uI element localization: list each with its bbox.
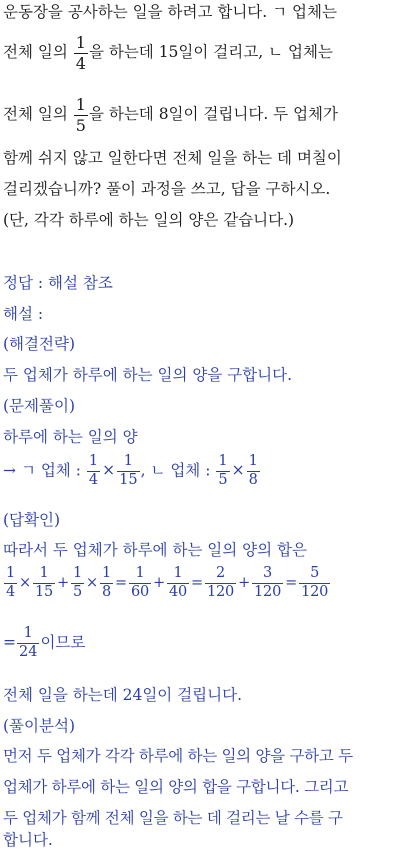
result-line	[3, 626, 85, 661]
company-a-label: ㄱ 업체 :	[20, 461, 81, 480]
times-sign: ×	[231, 461, 245, 480]
fraction	[205, 566, 236, 601]
fraction	[247, 454, 260, 489]
fraction	[252, 566, 283, 601]
numerator: 2	[205, 566, 236, 584]
numerator: 1	[216, 454, 229, 472]
numerator: 1	[75, 95, 86, 114]
denominator: 15	[119, 471, 138, 488]
numerator: 1	[33, 566, 55, 584]
numerator: 5	[299, 566, 330, 584]
check-text: 따라서 두 업체가 하루에 하는 일의 양의 합은	[3, 541, 308, 559]
analysis-line-1: 먼저 두 업체가 각각 하루에 하는 일의 양을 구하고 두	[3, 747, 353, 765]
problem-line-4: 함께 쉬지 않고 일한다면 전체 일을 하는 데 며칠이	[3, 149, 342, 167]
plus-sign: +	[57, 575, 69, 592]
denominator: 4	[6, 583, 16, 600]
problem-line-3-pre: 전체 일의	[3, 105, 68, 124]
numerator: 1	[71, 566, 84, 584]
problem-line-3	[3, 96, 338, 134]
times-sign: ×	[19, 575, 31, 592]
numerator: 1	[87, 454, 100, 472]
plus-sign: +	[238, 575, 251, 592]
sum-equation	[3, 566, 331, 601]
denominator: 24	[19, 643, 38, 660]
problem-line-1: 운동장을 공사하는 일을 하려고 합니다. ㄱ 업체는	[3, 3, 337, 21]
problem-line-2	[3, 34, 333, 72]
solve-text: 하루에 하는 일의 양	[3, 428, 138, 446]
fraction	[71, 566, 84, 601]
analysis-heading: (풀이분석)	[3, 717, 75, 735]
fraction-one-twentyfourth	[17, 626, 39, 661]
denominator: 120	[301, 583, 329, 600]
analysis-line-2: 업체가 하루에 하는 일의 양의 합을 구합니다. 그리고	[3, 778, 349, 796]
denominator: 60	[130, 583, 150, 600]
problem-line-3-post: 을 하는데 8일이 걸립니다. 두 업체가	[88, 105, 338, 124]
conclusion: 전체 일을 하는데 24일이 걸립니다.	[3, 686, 243, 704]
arrow-icon: →	[3, 461, 16, 480]
equals-sign: =	[115, 575, 127, 592]
denominator: 5	[75, 115, 86, 135]
numerator: 1	[129, 566, 151, 584]
numerator: 1	[117, 454, 139, 472]
numerator: 1	[167, 566, 189, 584]
fraction-one-fifth	[74, 96, 88, 134]
denominator: 120	[207, 583, 235, 600]
denominator: 5	[73, 583, 83, 600]
denominator: 5	[218, 471, 228, 488]
answer-label: 정답 : 해설 참조	[3, 274, 113, 292]
strategy-text: 두 업체가 하루에 하는 일의 양을 구합니다.	[3, 366, 293, 384]
numerator: 1	[247, 454, 260, 472]
fraction	[216, 454, 229, 489]
fraction	[299, 566, 330, 601]
numerator: 1	[100, 566, 113, 584]
problem-line-5: 걸리겠습니까? 풀이 과정을 쓰고, 답을 구하시오.	[3, 180, 331, 198]
fraction	[129, 566, 151, 601]
equals-sign: =	[191, 575, 203, 592]
plus-sign: +	[153, 575, 165, 592]
fraction	[33, 566, 55, 601]
times-sign: ×	[102, 461, 116, 480]
company-b-label: ㄴ 업체 :	[150, 461, 211, 480]
numerator: 1	[17, 626, 39, 644]
problem-line-2-pre: 전체 일의	[3, 43, 68, 62]
problem-line-6: (단, 각각 하루에 하는 일의 양은 같습니다.)	[3, 211, 295, 229]
numerator: 1	[4, 566, 17, 584]
fraction	[4, 566, 17, 601]
denominator: 4	[75, 53, 86, 73]
problem-line-2-post: 을 하는데 15일이 걸리고, ㄴ 업체는	[88, 43, 333, 62]
result-suffix: 이므로	[40, 633, 86, 652]
fraction-one-quarter	[74, 34, 88, 72]
denominator: 8	[248, 471, 258, 488]
fraction	[167, 566, 189, 601]
check-heading: (답확인)	[3, 511, 61, 529]
analysis-line-3: 두 업체가 함께 전체 일을 하는 데 걸리는 날 수를 구	[3, 809, 343, 827]
strategy-heading: (해결전략)	[3, 335, 75, 353]
explain-label: 해설 :	[3, 305, 44, 323]
denominator: 120	[254, 583, 282, 600]
daily-work-line	[3, 454, 261, 489]
numerator: 1	[75, 33, 86, 52]
solve-heading: (문제풀이)	[3, 397, 75, 415]
fraction	[117, 454, 139, 489]
denominator: 4	[88, 471, 99, 488]
times-sign: ×	[86, 575, 98, 592]
fraction	[100, 566, 113, 601]
denominator: 8	[101, 583, 112, 600]
comma: ,	[140, 461, 146, 480]
numerator: 3	[252, 566, 283, 584]
equals-sign: =	[285, 575, 298, 592]
equals-sign: =	[3, 633, 16, 652]
fraction	[87, 454, 100, 489]
analysis-line-4: 합니다.	[3, 831, 53, 849]
denominator: 40	[168, 583, 188, 600]
denominator: 15	[34, 583, 54, 600]
